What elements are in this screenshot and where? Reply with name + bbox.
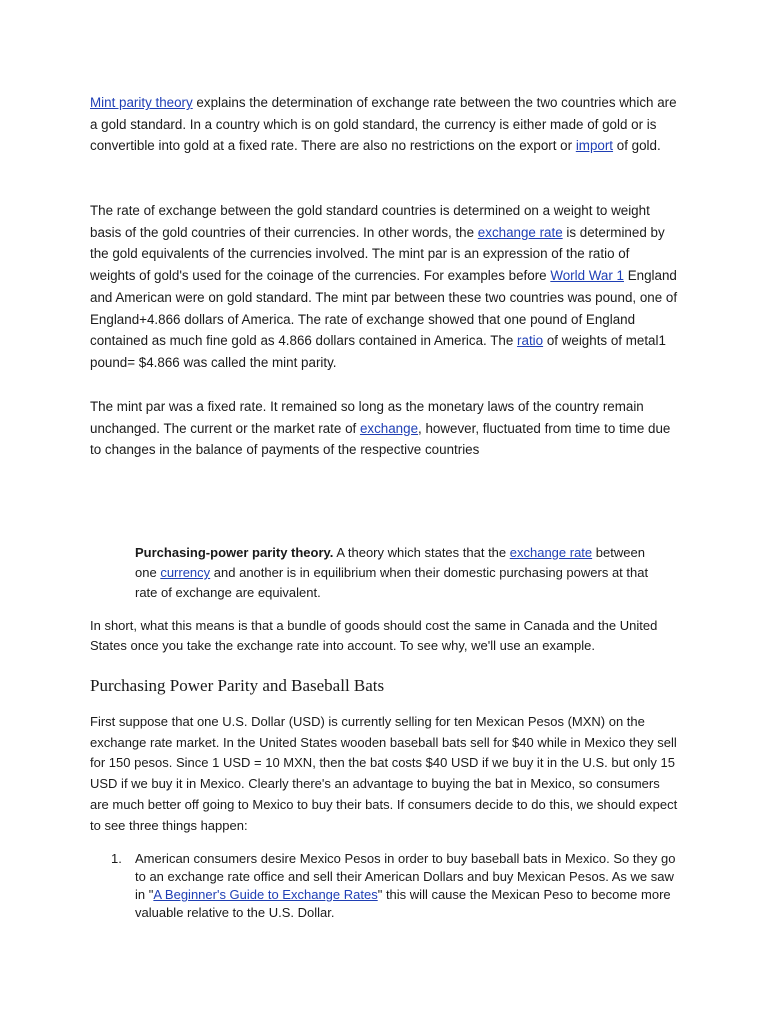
list-number: 1. [111, 851, 122, 866]
paragraph-mint-par-fixed: The mint par was a fixed rate. It remained so long as the monetary laws of the country remain unchanged. The current or the market rate of exchange, however, fluctuated from time to time due to changes in the balance of payments of the respective countries [90, 399, 671, 458]
link-exchange[interactable]: exchange [359, 420, 419, 436]
quote-term: Purchasing-power parity theory. [135, 545, 334, 560]
link-exchange-rate[interactable]: exchange rate [477, 224, 563, 240]
link-import[interactable]: import [575, 138, 614, 154]
link-world-war-1[interactable]: World War 1 [550, 268, 624, 284]
link-mint-parity-theory[interactable]: Mint parity theory [90, 95, 193, 110]
link-exchange-rate-2[interactable]: exchange rate [509, 545, 593, 560]
paragraph-example: First suppose that one U.S. Dollar (USD) is currently selling for ten Mexican Pesos (MXN) on the exchange rate market. In the United States wooden baseball bats sell for $40 while in Mexico they sell for 150 pesos. Since 1 USD = 10 MXN, then the bat costs $40 USD if we buy it in the U.S. but only 15 USD if we buy it in Mexico. Clearly there's an advantage to buying the bat in Mexico, so consumers are much better off going to Mexico to buy their bats. If consumers decide to do this, we should expect to see three things happen: [90, 714, 678, 833]
paragraph-rate-of-exchange: The rate of exchange between the gold standard countries is determined on a weight to weight basis of the gold countries of their currencies. In other words, the exchange rate is determined by the gold equivalents of the currencies involved. The mint par is an expression of the ratio of weights of gold's used for the coinage of the currencies. For examples before World War 1 England and American were on gold standard. The mint par between these two countries was pound, one of England+4.866 dollars of America. The rate of exchange showed that one pound of England contained as much fine gold as 4.866 dollars contained in America. The ratio of weights of metal1 pound= $4.866 was called the mint parity. [90, 203, 678, 370]
link-ratio[interactable]: ratio [517, 333, 544, 349]
quote-ppp-definition: Purchasing-power parity theory. A theory which states that the exchange rate between one currency and another is in equilibrium when their domestic purchasing powers at that rate of exchange are equivalent. [135, 545, 649, 600]
consequences-list [90, 850, 680, 922]
link-beginners-guide[interactable]: A Beginner's Guide to Exchange Rates [153, 887, 378, 902]
list-item: 1. American consumers desire Mexico Pesos in order to buy baseball bats in Mexico. So they go to an exchange rate office and sell their American Dollars and buy Mexican Pesos. As we saw in "A Beginner's Guide to Exchange Rates" this will cause the Mexican Peso to become more valuable relative to the U.S. Dollar. [111, 851, 676, 920]
section-heading: Purchasing Power Parity and Baseball Bats [90, 676, 385, 695]
link-currency[interactable]: currency [160, 565, 211, 580]
paragraph-in-short: In short, what this means is that a bundle of goods should cost the same in Canada and the United States once you take the exchange rate into account. To see why, we'll use an example. [90, 618, 658, 653]
paragraph-mint-parity: Mint parity theory explains the determination of exchange rate between the two countries which are a gold standard. In a country which is on gold standard, the currency is either made of gold or is convertible into gold at a fixed rate. There are also no restrictions on the export or import of gold. [90, 95, 677, 154]
